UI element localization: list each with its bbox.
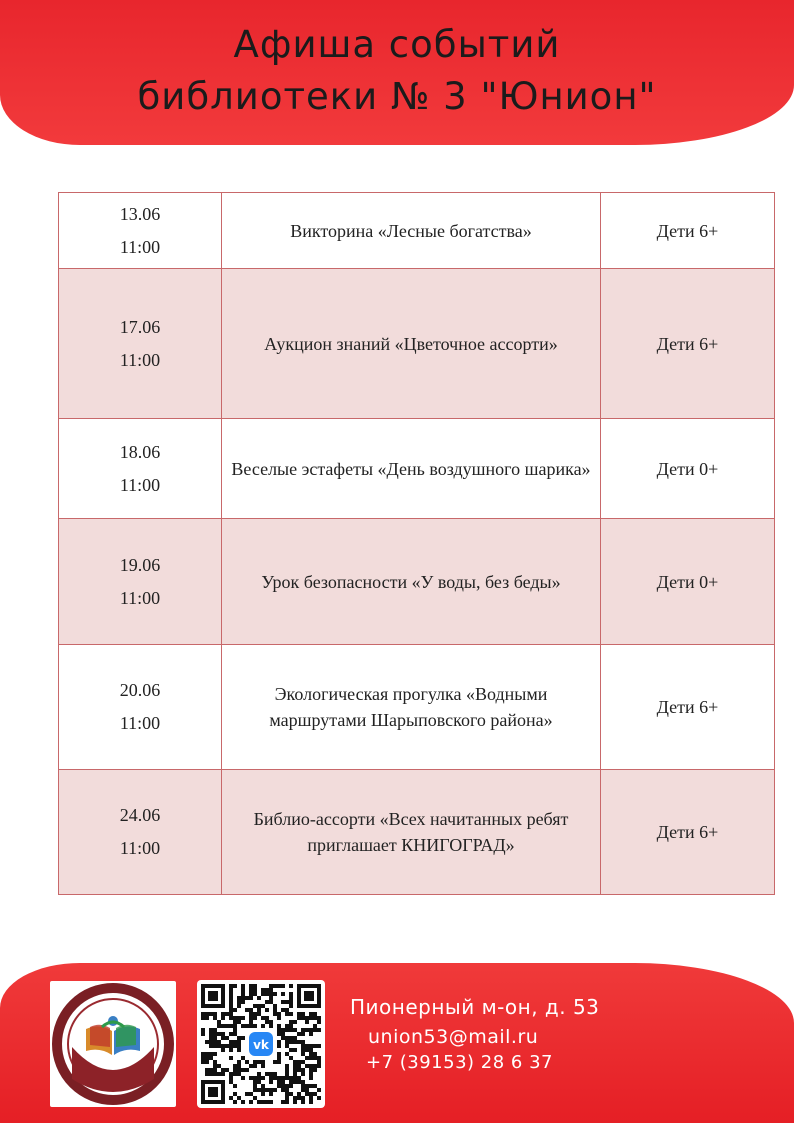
event-title: Экологическая прогулка «Водными маршрутами Шарыповского района» bbox=[222, 645, 601, 770]
table-row bbox=[59, 770, 775, 895]
date-time-cell bbox=[59, 770, 222, 895]
event-age: Дети 6+ bbox=[601, 645, 775, 770]
qr-code[interactable] bbox=[197, 980, 325, 1108]
page-title-line2: библиотеки № 3 "Юнион" bbox=[137, 75, 657, 118]
table-row bbox=[59, 519, 775, 645]
event-date: 18.06 bbox=[119, 441, 161, 462]
event-time: 11:00 bbox=[119, 236, 161, 257]
event-date: 24.06 bbox=[119, 805, 161, 825]
phone-number[interactable]: +7 (39153) 28 6 37 bbox=[366, 1052, 553, 1073]
email-link[interactable]: union53@mail.ru bbox=[368, 1026, 539, 1048]
page-title-line1: Афиша событий bbox=[233, 23, 561, 66]
library-logo bbox=[50, 981, 176, 1107]
events-table bbox=[58, 192, 775, 895]
event-time: 11:00 bbox=[119, 587, 161, 608]
table-row bbox=[59, 269, 775, 419]
table-row bbox=[59, 645, 775, 770]
date-time-cell bbox=[59, 519, 222, 645]
date-time-cell bbox=[59, 419, 222, 519]
event-age: Дети 0+ bbox=[601, 419, 775, 519]
address: Пионерный м-он, д. 53 bbox=[350, 995, 600, 1019]
vk-icon bbox=[247, 1030, 275, 1058]
event-date: 17.06 bbox=[119, 316, 161, 337]
finder-pattern-top-left bbox=[201, 984, 225, 1008]
finder-pattern-bottom-left bbox=[201, 1080, 225, 1104]
table-row bbox=[59, 193, 775, 269]
event-title: Викторина «Лесные богатства» bbox=[222, 193, 601, 269]
event-time: 11:00 bbox=[119, 474, 161, 495]
date-time-cell bbox=[59, 193, 222, 269]
event-time: 11:00 bbox=[119, 838, 161, 858]
event-age: Дети 6+ bbox=[601, 193, 775, 269]
svg-text:vk: vk bbox=[253, 1038, 269, 1052]
event-title: Аукцион знаний «Цветочное ассорти» bbox=[222, 269, 601, 419]
library-logo-graphic bbox=[50, 981, 176, 1107]
event-time: 11:00 bbox=[119, 349, 161, 370]
event-title: Веселые эстафеты «День воздушного шарика» bbox=[222, 419, 601, 519]
finder-pattern-top-right bbox=[297, 984, 321, 1008]
date-time-cell bbox=[59, 269, 222, 419]
event-title: Урок безопасности «У воды, без беды» bbox=[222, 519, 601, 645]
qr-code-graphic bbox=[197, 980, 325, 1108]
event-age: Дети 6+ bbox=[601, 269, 775, 419]
event-date: 19.06 bbox=[119, 554, 161, 575]
event-age: Дети 6+ bbox=[601, 770, 775, 895]
header-banner bbox=[0, 0, 794, 145]
table-row bbox=[59, 419, 775, 519]
date-time-cell bbox=[59, 645, 222, 770]
event-age: Дети 0+ bbox=[601, 519, 775, 645]
event-time: 11:00 bbox=[119, 713, 161, 733]
event-title: Библио-ассорти «Всех начитанных ребят приглашает КНИГОГРАД» bbox=[222, 770, 601, 895]
event-date: 20.06 bbox=[119, 680, 161, 700]
event-date: 13.06 bbox=[119, 203, 161, 224]
